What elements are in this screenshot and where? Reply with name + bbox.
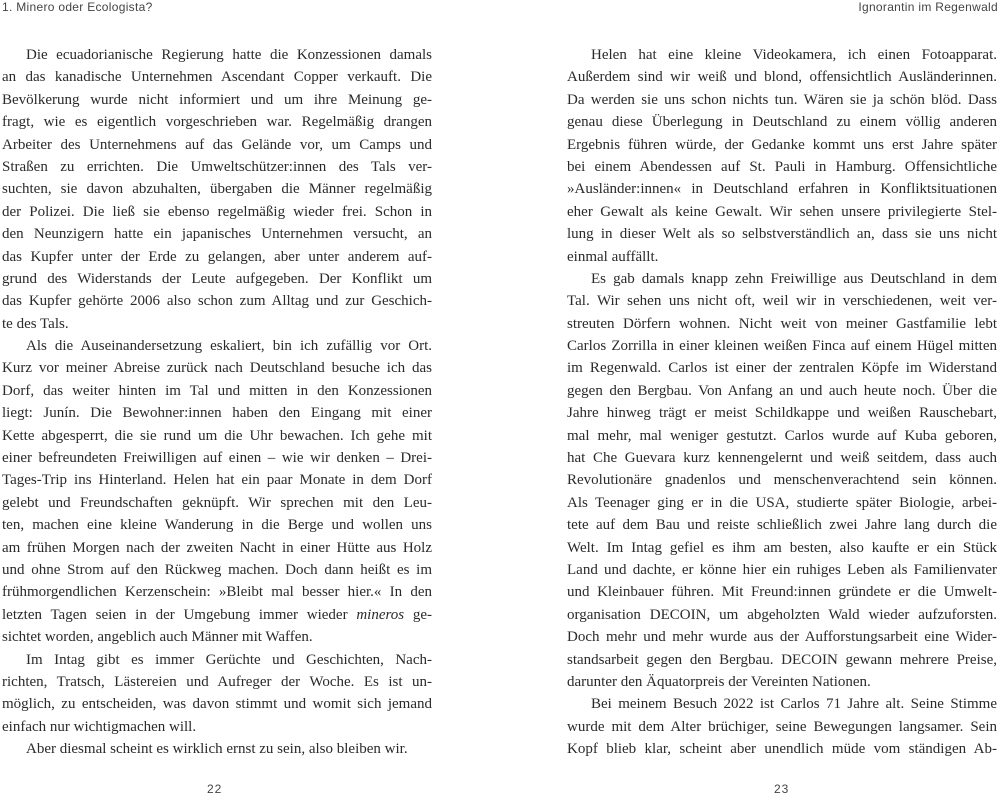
- text-line: darunter den Äquatorpreis der Vereinten Nationen.: [567, 673, 871, 690]
- text-line: liegt: Junín. Die Bewohner:innen haben den Eingang mit einer: [2, 405, 432, 422]
- text-line: Ergebnis führen würde, der Gedanke kommt uns erst Jahre später: [567, 136, 997, 153]
- text-line: Welt. Im Intag gefiel es ihm am besten, also kaufte er ein Stück: [567, 539, 997, 556]
- text-line: tete auf dem Bau und reiste schließlich zwei Jahre lang durch die: [567, 517, 997, 534]
- text-line: Carlos Zorrilla in einer kleinen weißen Finca auf einem Hügel mitten: [567, 338, 997, 355]
- text-line: Arbeiter des Unternehmens auf das Gelände vor, um Camps und: [2, 136, 432, 153]
- text-line: der Polizei. Die ließ sie ebenso regelmäßig wieder frei. Schon in: [2, 203, 432, 220]
- text-line: lung in dieser Welt als so selbstverständlich an, dass sie uns nicht: [567, 226, 997, 243]
- text-line: Bei meinem Besuch 2022 ist Carlos 71 Jahre alt. Seine Stimme: [591, 696, 997, 713]
- text-line: den Neunzigern hatte ein japanisches Unternehmen versucht, an: [2, 226, 432, 243]
- left-page-text: [0, 44, 432, 761]
- text-line: Kopf blieb klar, scheint aber unendlich müde vom ständigen Ab-: [567, 741, 997, 758]
- italic-word: mineros: [356, 606, 405, 623]
- text-line: Land und dachte, er könne hier ein ruhiges Leben als Familienvater: [567, 561, 997, 578]
- text-line: genau diese Überlegung in Deutschland zu einem völlig anderen: [567, 114, 997, 131]
- text-line: Im Intag gibt es immer Gerüchte und Geschichten, Nach-: [26, 651, 432, 668]
- text-line: »Ausländer:innen« in Deutschland erfahren in Konfliktsituationen: [567, 181, 997, 198]
- text-line: Dorf, das weiter hinten im Tal und mitten in den Konzessionen: [2, 382, 432, 399]
- text-line: fragt, wie es eigentlich vorgeschrieben war. Regelmäßig drangen: [2, 114, 432, 131]
- text-segment: letzten Tagen seien in der Umgebung immer wieder: [2, 606, 348, 623]
- text-line: an das kanadische Unternehmen Ascendant Copper verkauft. Die: [2, 69, 432, 86]
- text-line: Tal. Wir sehen uns nicht oft, weil wir in verschiedenen, weit ver-: [567, 293, 997, 310]
- text-line: hat Che Guevara kurz kennengelernt und weiß seitdem, dass auch: [567, 450, 997, 467]
- text-line: einfach nur wichtigmachen will.: [2, 718, 197, 735]
- text-line: Doch mehr und mehr wurde aus der Aufforstungsarbeit eine Wider-: [567, 629, 997, 646]
- text-line: Außerdem sind wir weiß und blond, offensichtlich Ausländerinnen.: [567, 69, 997, 86]
- page-number-left: 22: [207, 782, 223, 796]
- text-line: Helen hat eine kleine Videokamera, ich einen Fotoapparat.: [591, 47, 997, 63]
- text-line: Als die Auseinandersetzung eskaliert, bin ich zufällig vor Ort.: [26, 338, 432, 355]
- text-line: frühmorgendlichen Kerzenschein: »Bleibt mal besser hier.« In den: [2, 584, 432, 601]
- text-line: Tages-Trip ins Hinterland. Helen hat ein paar Monate in dem Dorf: [2, 472, 432, 489]
- text-line: Kurz vor meiner Abreise zurück nach Deutschland besuche ich das: [2, 360, 432, 377]
- text-line: im Regenwald. Carlos ist einer der zentralen Köpfe im Widerstand: [567, 360, 997, 377]
- text-line: suchten, sie davon abzuhalten, übergaben die Männer regelmäßig: [2, 181, 432, 198]
- text-line: Bevölkerung wurde nicht informiert und um ihre Meinung ge-: [2, 91, 432, 108]
- running-head-section: Ignorantin im Regenwald: [858, 0, 998, 14]
- text-line: Da werden sie uns schon nichts tun. Wären sie ja schön blöd. Dass: [567, 91, 997, 108]
- text-line: organisation DECOIN, um abgeholzten Wald wieder aufzuforsten.: [567, 606, 997, 623]
- text-line: sichtet worden, angeblich auch Männer mit Waffen.: [2, 629, 313, 646]
- text-line: Straßen zu errichten. Die Umweltschützer:innen des Tals ver-: [2, 158, 432, 175]
- text-segment: ge-: [412, 606, 432, 623]
- text-line: Aber diesmal scheint es wirklich ernst zu sein, also bleiben wir.: [26, 741, 408, 758]
- text-line: te des Tals.: [2, 315, 69, 332]
- text-line: grund des Widerstands der Leute aufgegeben. Der Konflikt um: [2, 270, 432, 287]
- text-line: gelebt und Freundschaften geknüpft. Wir sprechen mit den Leu-: [2, 494, 432, 511]
- text-line: am frühen Morgen nach der zweiten Nacht in einer Hütte aus Holz: [2, 539, 432, 556]
- text-line: möglich, zu entscheiden, was davon stimmt und womit sich jemand: [2, 696, 432, 713]
- text-line: gegen den Bergbau. Von Anfang an und auch heute noch. Über die: [567, 382, 997, 399]
- text-line: und Kleinbauer führen. Mit Freund:innen gründete er die Umwelt-: [567, 584, 997, 601]
- text-line: standsarbeit gegen den Bergbau. DECOIN gewann mehrere Preise,: [567, 651, 997, 668]
- text-line: Kette abgesperrt, die sie rund um die Uhr bewachen. Ich gehe mit: [2, 427, 432, 444]
- running-head-chapter: 1. Minero oder Ecologista?: [2, 0, 153, 14]
- text-line: Als Teenager ging er in die USA, studierte später Biologie, arbei-: [567, 494, 997, 511]
- text-line: mal mehr, mal weniger gestutzt. Carlos wurde auf Kuba geboren,: [567, 427, 997, 444]
- text-line: einer befreundeten Freiwilligen auf einen – wie wir denken – Drei-: [2, 450, 432, 467]
- text-line: das Kupfer gehörte 2006 also schon zum Alltag und zur Geschich-: [2, 293, 432, 310]
- text-line: bei einem Abendessen auf St. Pauli in Hamburg. Offensichtliche: [567, 158, 997, 175]
- text-line: Die ecuadorianische Regierung hatte die Konzessionen damals: [26, 47, 432, 63]
- text-line: richten, Tratsch, Lästereien und Aufreger der Woche. Es ist un-: [2, 673, 432, 690]
- text-line: streuten Dörfern wohnen. Nicht weit von meiner Gastfamilie lebt: [567, 315, 997, 332]
- text-line: einmal auffällt.: [567, 248, 659, 265]
- text-line: ten, machen eine kleine Wanderung in die Berge und wollen uns: [2, 517, 432, 534]
- text-line: und ohne Strom auf den Rückweg machen. Doch dann heißt es im: [2, 561, 432, 578]
- page-number-right: 23: [774, 782, 790, 796]
- text-line-with-italic: [2, 604, 432, 626]
- text-line: Revolutionäre gnadenlos und menschenverachtend sein können.: [567, 472, 997, 489]
- text-line: Jahre hinweg trägt er meist Schildkappe und weißen Rauschebart,: [567, 405, 997, 422]
- text-line: wurde mit dem Alter brüchiger, seine Bewegungen langsamer. Sein: [567, 718, 997, 735]
- text-line: Es gab damals knapp zehn Freiwillige aus Deutschland in dem: [591, 270, 997, 287]
- text-line: eher Gewalt als keine Gewalt. Wir sehen unsere privilegierte Stel-: [567, 203, 997, 220]
- text-line: das Kupfer unter der Erde zu gelangen, aber unter anderem auf-: [2, 248, 432, 265]
- right-page-text: [567, 44, 997, 761]
